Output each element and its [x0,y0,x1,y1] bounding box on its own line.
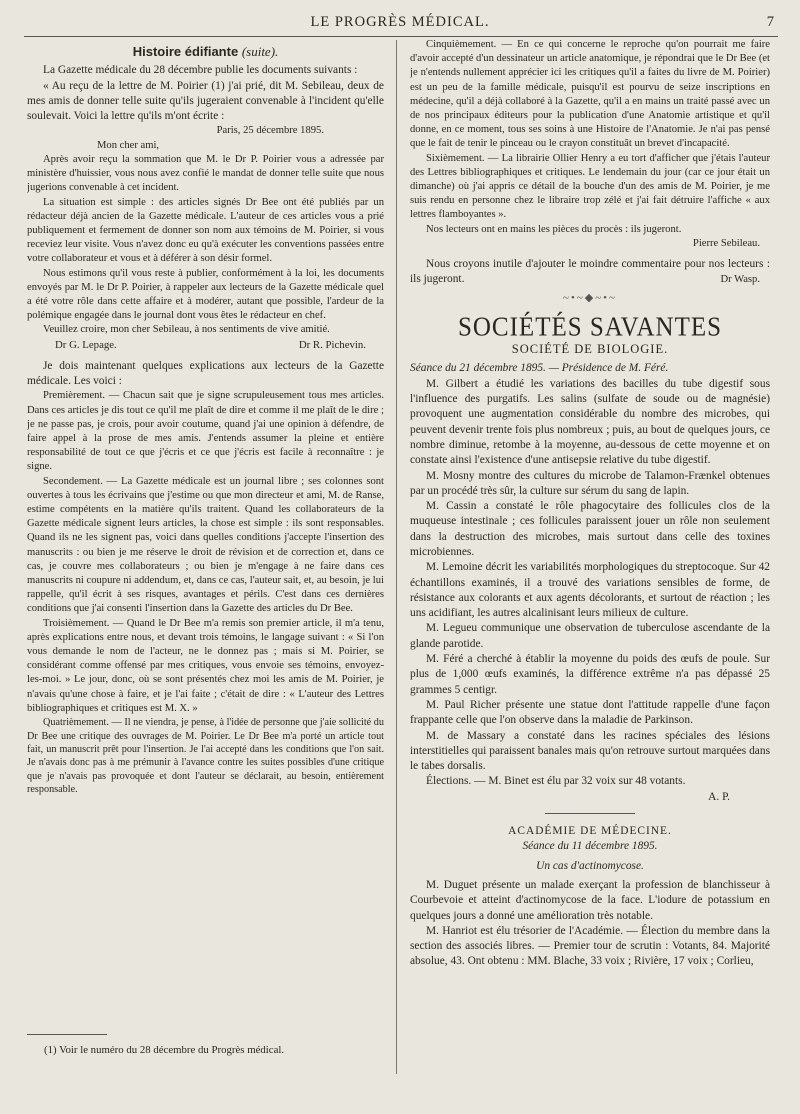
body-paragraph: Premièrement. — Chacun sait que je signe scrupuleusement tous mes articles. Dans ces articles je dis tout ce qu'il me plaît de dire et comme il me plaît de le dire ; je ne passe pas, je crois, pour avoir coutume, quand j'ai une opinion à défendre, de faire appel à la prose de mes amis. J'entends assumer la pleine et entière responsabilité de tout ce que j'écris et ce que j'écris est facile à reconnaître : je signe. [27,390,384,473]
letter-signatures [27,338,384,353]
seance-line: Séance du 21 décembre 1895. — Présidence de M. Féré. [410,362,669,375]
footnote: (1) Voir le numéro du 28 décembre du Progrès médical. [44,1044,285,1056]
section-title [27,44,384,59]
footnote-rule [27,1034,107,1035]
academie-seance: Séance du 11 décembre 1895. [522,840,658,853]
letter-paragraph: La situation est simple : des articles signés Dr Bee ont été publiés par un rédacteur déjà ancien de la Gazette médicale. L'auteur de ces articles vous a prié publiquement et fermement de donner son nom aux témoins de M. Poirier, si vous receviez leur visite. Vous n'avez donc eu qu'à exécuter les conventions passées entre votre collaborateur et vous et à déférer à son désir formel. [27,196,384,265]
bio-paragraph: M. Gilbert a étudié les variations des bacilles du tube digestif sous l'influence des purgatifs. Les salins (sulfate de soude ou de magnésie) provoquent une augmentation considérable du nombre des microbes, qui peuvent devenir trente fois plus nombreux ; puis, au bout de quelques jours, ce nombre diminue, retombe à la moyenne, au-dessous de cette moyenne et on constate ainsi l'existence d'une antisepsie relative du tube digestif. [410,377,770,467]
section-rule [545,813,635,814]
signature-lepage: Dr G. Lepage. [55,338,117,351]
academie-paragraph: M. Duguet présente un malade exerçant la profession de blanchisseur à Courbevoie et atteint d'actinomycose de la face. L'iodure de potassium en quelques jours a donné une amélioration très notable. [410,878,770,922]
signature-pichevin: Dr R. Pichevin. [298,338,366,351]
body-paragraph: Quatrièmement. — Il ne viendra, je pense, à l'idée de personne que j'aie sollicité du Dr Bee une critique des ouvrages de M. Poirier. Le Dr Bee m'a porté un article tout fait, un manuscrit prêt pour l'insertion. Je l'ai accepté dans les conditions que l'on sait. Je n'avais donc pas à me prémunir à l'avance contre les suites possibles d'une critique que je n'avais pas provoquée et dont l'auteur se déclarait, au besoin, entièrement responsable. [27,717,384,796]
section-title-suffix: (suite). [241,44,279,59]
bio-paragraph: M. Féré a cherché à établir la moyenne du poids des œufs de poule. Sur plus de 1,000 œufs examinés, la différence extrême n'a pas dépassé 25 grammes 5 centigr. [410,653,770,696]
bio-paragraph: Élections. — M. Binet est élu par 32 voix sur 48 votants. [426,775,686,788]
bio-paragraph: M. de Massary a constaté dans les racines spéciales des lésions interstitielles qui paraissent banales mais qu'on retrouve surtout marquées dans le tabes dorsalis. [410,729,770,773]
column-divider [396,40,397,1074]
academie-case-title: Un cas d'actinomycose. [536,859,644,872]
letter-paragraph: Veuillez croire, mon cher Sebileau, à nos sentiments de vive amitié. [43,324,330,336]
letter-paragraph: Après avoir reçu la sommation que M. le Dr P. Poirier vous a adressée par ministère d'huissier, vous nous avez confié le mandat de donner telle suite que nous jugerions convenable à cet incident. [27,153,384,194]
right-column [410,38,770,1063]
bio-paragraph: M. Mosny montre des cultures du microbe de Talamon-Frænkel obtenues par un procédé très sûr, la culture sur sérum du sang de lapin. [410,469,770,497]
section-title-text: Histoire édifiante [132,44,239,59]
page-header [0,14,800,36]
journal-title: LE PROGRÈS MÉDICAL. [310,14,490,30]
left-column [27,44,384,1069]
page-number: 7 [766,14,774,30]
signature-wasp: Dr Wasp. [720,273,760,285]
header-rule [24,36,778,37]
body-paragraph: Nos lecteurs ont en mains les pièces du procès : ils jugeront. [426,223,682,235]
letter-salutation: Mon cher ami, [97,139,160,151]
bio-paragraph: M. Legueu communique une observation de tuberculose ascendante de la glande parotide. [410,622,770,650]
intro-paragraph: « Au reçu de la lettre de M. Poirier (1) j'ai prié, dit M. Sebileau, deux de mes amis de donner telle suite qu'ils jugeraient convenable à l'incident qu'elle soulevait. Voici la lettre qu'ils m'ont écrite : [27,79,384,123]
societes-savantes-heading: SOCIÉTÉS SAVANTES [457,312,723,343]
body-paragraph: Je dois maintenant quelques explications aux lecteurs de la Gazette médicale. Les voici : [27,359,384,388]
bio-signature: A. P. [708,790,730,803]
bio-paragraph: M. Cassin a constaté le rôle phagocytaire des follicules clos de la muqueuse intestinale ; ces follicules paraissent jouer un rôle non seulement dans la destruction des microbes, mais surtout dans celle des toxines microbiennes. [410,500,770,558]
letter-date: Paris, 25 décembre 1895. [216,125,324,137]
body-paragraph: Sixièmement. — La librairie Ollier Henry a eu tort d'afficher que j'étais l'auteur des Lettres bibliographiques et critiques. Le lendemain du jour (car ce jour était un dimanche) où j'ai appris ce détail de la bouche d'un des amis de M. Poirier, je me suis rendu en personne chez le libraire trop zélé et j'ai fait détruire l'affiche « aux lettres flamboyantes ». [410,152,770,221]
academie-heading: ACADÉMIE DE MÉDECINE. [508,825,672,838]
academie-paragraph: M. Hanriot est élu trésorier de l'Académie. — Élection du membre dans la section des associés libres. — Premier tour de scrutin : Votants, 84. Majorité absolue, 43. Ont obtenu : MM. Blache, 33 voix ; Rivière, 17 voix ; Corlieu, [410,924,770,968]
societe-biologie-heading: SOCIÉTÉ DE BIOLOGIE. [511,342,669,357]
body-paragraph: Troisièmement. — Quand le Dr Bee m'a remis son premier article, il m'a tenu, après explications entre nous, et devant trois témoins, le langage suivant : « Si l'on vous demande le nom de l'acteur, ne le donnez pas ; mais si M. Poirier, se considérant comme offensé par mes critiques, vous envoie ses témoins, envoyez-les-moi. » Le jour, donc, où se sont présentés chez moi les amis de M. Poirier, je n'avais qu'une chose à faire, et je l'ai faite ; c'était de dire : « L'auteur des Lettres bibliographiques et critiques est M. X. » [27,617,384,714]
closing-paragraph: Nous croyons inutile d'ajouter le moindre commentaire pour nos lecteurs : ils jugeront. [410,258,770,286]
bio-paragraph: M. Lemoine décrit les variabilités morphologiques du streptocoque. Sur 42 échantillons examinés, il a trouvé des variations sensibles de forme, de résistance aux colorants et aux agents décolorants, et surtout de réaction ; les uns acidifiant, les autres alcalinisant leurs milieux de culture. [410,561,770,620]
letter-paragraph: Nous estimons qu'il vous reste à publier, conformément à la loi, les documents envoyés par M. le Dr P. Poirier, à rappeler aux lecteurs de la Gazette médicale quel a été votre rôle dans cette affaire et à modérer, autant que possible, l'ardeur de la polémique engagée dans le journal dont vous êtes le rédacteur en chef. [27,267,384,322]
intro-paragraph: La Gazette médicale du 28 décembre publie les documents suivants : [43,64,358,77]
bio-paragraph: M. Paul Richer présente une statue dont l'attitude rappelle d'une façon frappante celle que l'on observe dans la maladie de Parkinson. [410,698,770,727]
body-paragraph: Secondement. — La Gazette médicale est un journal libre ; ses colonnes sont ouvertes à tous les écrivains que j'estime ou que mon directeur et ami, M. de Ranse, estime compétents en la matière qu'ils traitent. Quand les collaborateurs de la Gazette médicale signent leurs articles, la chose est simple : ils sont responsables. Quand ils ne les signent pas, voici dans quelles conditions j'accepte l'insertion des manuscrits : ou bien je me réserve le droit de révision et de correction et, dans ce cas, je couvre mes collaborateurs ; ou bien je m'engage à ne faire dans ces manuscrits ni coupure ni addendum, et, dans ce cas, l'auteur sait, et, au besoin, je lui rappelle, qu'il écrit à ses risques, avantages et périls. C'est dans ces dernières conditions que j'ai consenti l'insertion dans la Gazette des articles du Dr Bee. [27,475,384,615]
signature-sebileau: Pierre Sebileau. [692,237,760,249]
body-paragraph: Cinquièmement. — En ce qui concerne le reproche qu'on pourrait me faire d'avoir accepté d'un dessinateur un article anatomique, je répondrai que le Dr Bee (et je n'entends nullement apprécier ici les critiques qu'il a faites du livre de M. Poirier) est un peu de la famille médicale, puisqu'il est pourvu de seize inscriptions en médecine, qu'il a déjà collaboré à la Gazette, qu'il a en mains un traité passé avec un de nos principaux éditeurs pour la publication d'une Anatomie artistique et qu'il donne, en ce moment, tous ses soins à une Histoire de l'Anatomie. Je n'ai pas pensé que le fait de tenir le pinceau ou le crayon constituât un brevet d'incapacité. [410,39,770,150]
ornament: ~•~◆~•~ [563,291,617,304]
